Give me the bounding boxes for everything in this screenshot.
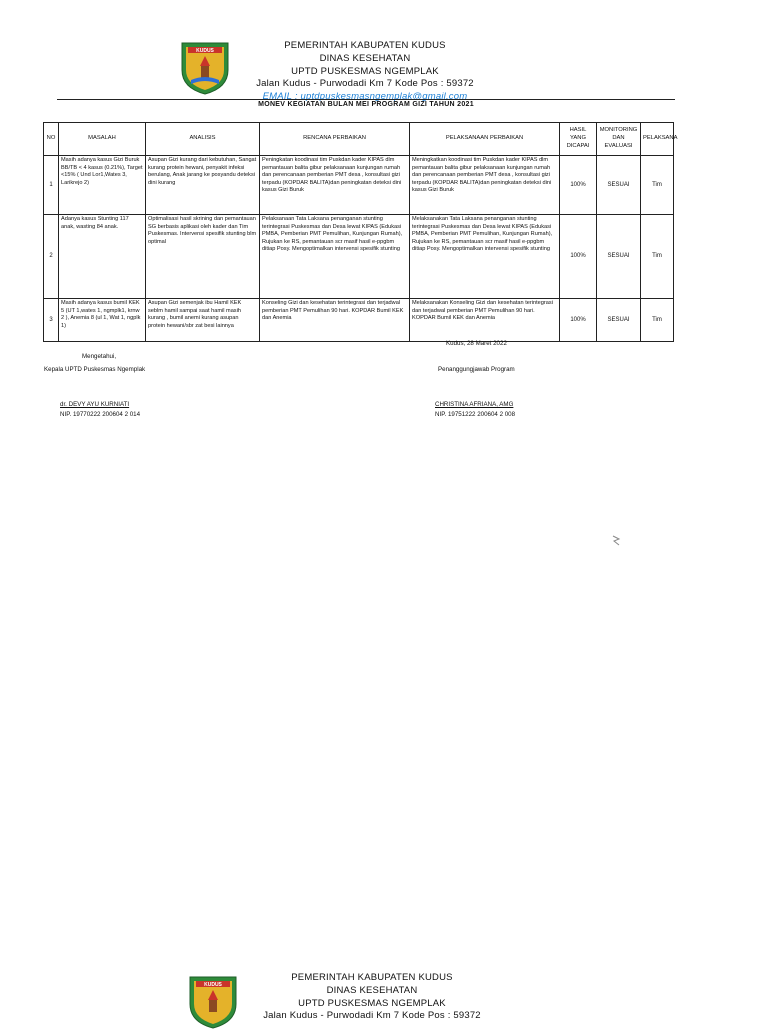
signature-left-name: dr. DEVY AYU KURNIATI xyxy=(60,401,130,408)
cell-pelaksanaan: Melaksanakan Tata Laksana penanganan stunting terintegrasi Puskesmas dan Desa lewat KIPAS (Edukasi PMBA, Pemberian PMT Pemulihan, Kunjungan Rumah), Rujukan ke RS, pemantauan scr masif hasil e-ppgbm ditiap Posy. Mengoptimalkan intervensi spesifik stunting xyxy=(410,215,560,299)
table-header-row xyxy=(44,123,674,156)
signature-right-title: Penanggungjawab Program xyxy=(438,366,515,373)
letterhead-line: UPTD PUSKESMAS NGEMPLAK xyxy=(298,997,446,1009)
scan-artifact-icon xyxy=(611,534,621,550)
cell-monev: SESUAI xyxy=(597,215,641,299)
cell-masalah: Masih adanya kasus bumil KEK 5 (UT 1,wates 1, ngmplk1, krnw 2 ), Anemia 8 (ul 1, Wat 1, ngplk 1) xyxy=(59,299,146,342)
header-hasil: HASIL YANG DICAPAI xyxy=(560,123,597,156)
cell-analisis: Asupan Gizi kurang dari kebutuhan, Sangat kurang protein hewani, penyakit infeksi berulang, Anak jarang ke posyandu deteksi dini kurang xyxy=(146,156,260,215)
signature-place-date: Kudus, 28 Maret 2022 xyxy=(446,340,507,347)
kudus-logo xyxy=(179,40,231,96)
table-row xyxy=(44,156,674,215)
letterhead-line: PEMERINTAH KABUPATEN KUDUS xyxy=(291,972,453,983)
header-analisis: ANALISIS xyxy=(146,123,260,156)
kudus-logo-page2 xyxy=(187,974,239,1030)
cell-masalah: Masih adanya kasus Gizi Buruk BB/TB < 4 kasus (0.21%), Target <15% ( Und Lor1,Wates 3, Larikrejo 2) xyxy=(59,156,146,215)
letterhead-line: PEMERINTAH KABUPATEN KUDUS xyxy=(284,40,446,51)
header-masalah: MASALAH xyxy=(59,123,146,156)
letterhead-divider xyxy=(57,99,675,100)
letterhead-line: DINAS KESEHATAN xyxy=(326,984,418,996)
signature-left-nip: NIP. 19770222 200604 2 014 xyxy=(60,411,141,418)
header-rencana: RENCANA PERBAIKAN xyxy=(260,123,410,156)
cell-no: 1 xyxy=(44,156,59,215)
cell-monev: SESUAI xyxy=(597,299,641,342)
cell-pelaksana: Tim xyxy=(641,156,674,215)
cell-pelaksanaan: Meningkatkan koodinasi tim Puskdan kader KIPAS dlm pemantauan balita gibur pelaksanaan kunjungan rumah dan perencanaan pemberian PMT desa , konsultasi gizi terpadu (KOPDAR BALITA)dan peningkatan deteksi dini kasus Gizi Buruk xyxy=(410,156,560,215)
letterhead xyxy=(236,40,494,104)
svg-text:KUDUS: KUDUS xyxy=(204,982,222,988)
monev-table xyxy=(43,122,678,342)
letterhead-line: DINAS KESEHATAN xyxy=(319,52,411,64)
letterhead-address: Jalan Kudus - Purwodadi Km 7 Kode Pos : 59372 xyxy=(263,1010,481,1022)
cell-analisis: Asupan Gizi semenjak ibu Hamil KEK seblm hamil sampai saat hamil masih kurang , bumil anemi kurang asupan protein hewani/sbr zat besi lainnya xyxy=(146,299,260,342)
signature-left-title: Kepala UPTD Puskesmas Ngemplak xyxy=(44,366,146,373)
cell-hasil: 100% xyxy=(560,156,597,215)
cell-no: 3 xyxy=(44,299,59,342)
document-title: MONEV KEGIATAN BULAN MEI PROGRAM GIZI TAHUN 2021 xyxy=(258,101,474,108)
table-row xyxy=(44,299,674,342)
cell-hasil: 100% xyxy=(560,215,597,299)
cell-no: 2 xyxy=(44,215,59,299)
table-row xyxy=(44,215,674,299)
cell-rencana: Pelaksanaan Tata Laksana penanganan stunting terintegrasi Puskesmas dan Desa lewat KIPAS (Edukasi PMBA, Pemberian PMT Pemulihan, Kunjungan Rumah), Rujukan ke RS, pemantauan scr masif hasil e-ppgbm ditiap Posy. Mengoptimalkan intervensi spesifik stunting xyxy=(260,215,410,299)
letterhead-address: Jalan Kudus - Purwodadi Km 7 Kode Pos : 59372 xyxy=(256,78,474,90)
header-monev: MONITORING DAN EVALUASI xyxy=(597,123,641,156)
svg-text:KUDUS: KUDUS xyxy=(196,48,214,54)
signature-right-nip: NIP. 19751222 200604 2 008 xyxy=(435,411,516,418)
cell-rencana: Konseling Gizi dan kesehatan terintegrasi dan terjadwal pemberian PMT Pemulihan 90 hari. KOPDAR Bumil KEK dan Anemia xyxy=(260,299,410,342)
header-pelaksana: PELAKSANA xyxy=(641,123,674,156)
signature-right-name: CHRISTINA AFRIANA, AMG xyxy=(435,401,514,408)
header-no: NO xyxy=(44,123,59,156)
cell-pelaksanaan: Melaksanakan Konseling Gizi dan kesehatan terintegrasi dan terjadwal pemberian PMT Pemulihan 90 hari. KOPDAR Bumil KEK dan Anemia xyxy=(410,299,560,342)
header-pelaksanaan: PELAKSANAAN PERBAIKAN xyxy=(410,123,560,156)
cell-pelaksana: Tim xyxy=(641,299,674,342)
letterhead-line: UPTD PUSKESMAS NGEMPLAK xyxy=(291,65,439,77)
letterhead-email[interactable]: EMAIL : uptdpuskesmasngemplak@gmail.com xyxy=(262,91,468,103)
cell-hasil: 100% xyxy=(560,299,597,342)
cell-pelaksana: Tim xyxy=(641,215,674,299)
cell-masalah: Adanya kasus Stunting 117 anak, wasting 84 anak. xyxy=(59,215,146,299)
signature-left-label: Mengetahui, xyxy=(82,353,117,360)
cell-rencana: Peningkatan koodinasi tim Puskdan kader KIPAS dlm pemantauan balita gibur pelaksanaan kunjungan rumah dan perencanaan pemberian PMT desa , konsultasi gizi terpadu (KOPDAR BALITA)dan peningkatan deteksi dini kasus Gizi Buruk xyxy=(260,156,410,215)
cell-analisis: Optimalisasi hasil skrining dan pemantauan SG berbasis aplikasi oleh kader dan Tim Puskesmas. Intervensi spesifik stunting blm optimal xyxy=(146,215,260,299)
letterhead-page2 xyxy=(246,972,498,1023)
cell-monev: SESUAI xyxy=(597,156,641,215)
